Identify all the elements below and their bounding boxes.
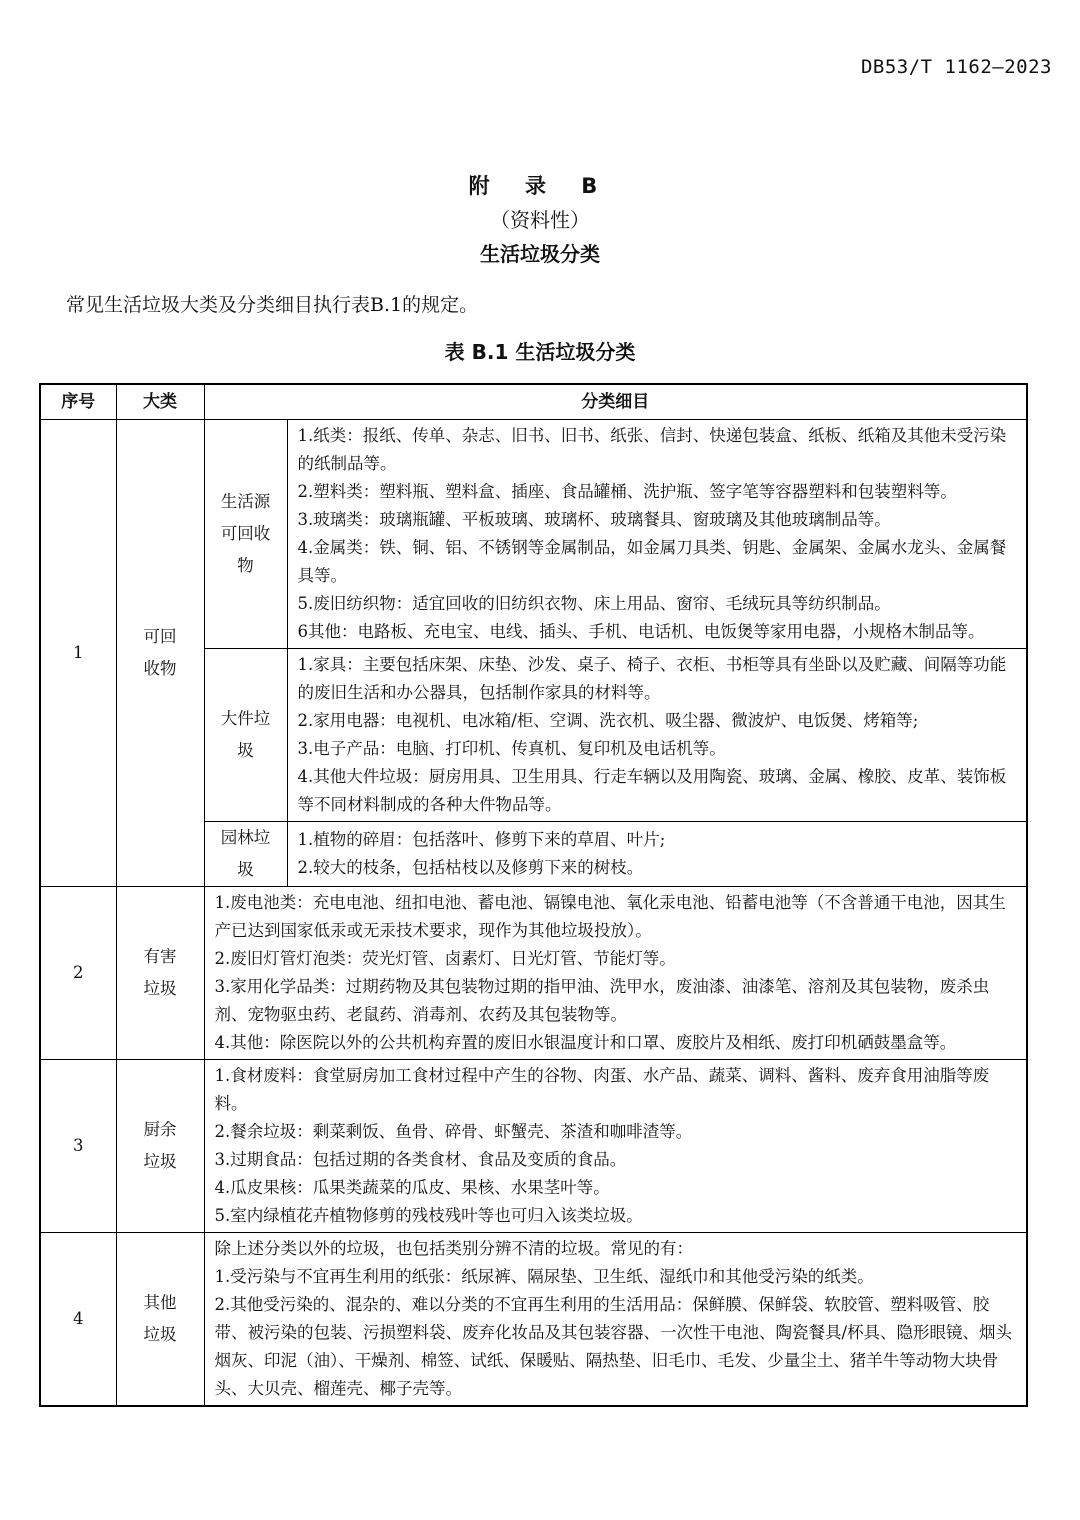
detail-item: 4.其他大件垃圾：厨房用具、卫生用具、行走车辆以及用陶瓷、玻璃、金属、橡胶、皮革、装饰板等不同材料制成的各种大件物品等。 xyxy=(297,767,1007,814)
header-num: 序号 xyxy=(40,384,116,420)
row-category xyxy=(116,1060,204,1233)
detail-cell xyxy=(287,649,1027,822)
category-label: 厨余垃圾 xyxy=(143,1120,177,1171)
category-label: 可回收物 xyxy=(143,627,177,678)
subcategory-label: 园林垃圾 xyxy=(220,828,271,879)
detail-item: 1.家具：主要包括床架、床垫、沙发、桌子、椅子、衣柜、书柜等具有坐卧以及贮藏、间隔等功能的废旧生活和办公器具，包括制作家具的材料等。 xyxy=(297,655,1007,702)
detail-item: 3.家用化学品类：过期药物及其包装物过期的指甲油、洗甲水，废油漆、油漆笔、溶剂及其包装物，废杀虫剂、宠物驱虫药、老鼠药、消毒剂、农药及其包装物等。 xyxy=(214,977,990,1024)
document-code: DB53/T 1162—2023 xyxy=(860,56,1052,78)
header-detail: 分类细目 xyxy=(204,384,1027,420)
detail-cell xyxy=(204,1060,1027,1233)
subcategory-label: 大件垃圾 xyxy=(220,709,271,760)
category-label: 其他垃圾 xyxy=(143,1293,177,1344)
detail-item: 5.室内绿植花卉植物修剪的残枝残叶等也可归入该类垃圾。 xyxy=(214,1206,643,1225)
subcategory xyxy=(204,822,287,887)
detail-item: 1.废电池类：充电电池、纽扣电池、蓄电池、镉镍电池、氧化汞电池、铅蓄电池等（不含普通干电池，因其生产已达到国家低汞或无汞技术要求，现作为其他垃圾投放）。 xyxy=(214,893,1006,940)
row-category xyxy=(116,887,204,1060)
row-num: 1 xyxy=(40,420,116,887)
detail-item: 3.电子产品：电脑、打印机、传真机、复印机及电话机等。 xyxy=(297,739,726,758)
table-row xyxy=(40,1060,1027,1233)
table-row xyxy=(40,420,1027,649)
header-category: 大类 xyxy=(116,384,204,420)
detail-item: 4.金属类：铁、铜、铝、不锈钢等金属制品，如金属刀具类、钥匙、金属架、金属水龙头、金属餐具等。 xyxy=(297,538,1007,585)
appendix-subject: 生活垃圾分类 xyxy=(480,242,600,266)
detail-item: 2.家用电器：电视机、电冰箱/柜、空调、洗衣机、吸尘器、微波炉、电饭煲、烤箱等; xyxy=(297,711,919,730)
row-category xyxy=(116,1233,204,1407)
row-num: 3 xyxy=(40,1060,116,1233)
row-num: 2 xyxy=(40,887,116,1060)
appendix-title: 附 录 B xyxy=(468,174,612,198)
intro-paragraph: 常见生活垃圾大类及分类细目执行表B.1的规定。 xyxy=(66,294,479,316)
row-num: 4 xyxy=(40,1233,116,1407)
detail-item: 2.餐余垃圾：剩菜剩饭、鱼骨、碎骨、虾蟹壳、茶渣和咖啡渣等。 xyxy=(214,1122,693,1141)
detail-item: 1.植物的碎眉：包括落叶、修剪下来的草眉、叶片; xyxy=(297,830,666,849)
detail-item: 2.其他受污染的、混杂的、难以分类的不宜再生利用的生活用品：保鲜膜、保鲜袋、软胶管、塑料吸管、胶带、被污染的包装、污损塑料袋、废弃化妆品及其包装容器、一次性干电池、陶瓷餐具/杯具、隐形眼镜、烟头烟灰、印泥（油）、干燥剂、棉签、试纸、保暖贴、隔热垫、旧毛巾、毛发、少量尘土、猪羊牛等动物大块骨头、大贝壳、榴莲壳、椰子壳等。 xyxy=(214,1295,1013,1398)
detail-item: 4.其他：除医院以外的公共机构弃置的废旧水银温度计和口罩、废胶片及相纸、废打印机硒鼓墨盒等。 xyxy=(214,1033,957,1052)
detail-item: 1.纸类：报纸、传单、杂志、旧书、旧书、纸张、信封、快递包装盒、纸板、纸箱及其他未受污染的纸制品等。 xyxy=(297,426,1007,473)
table-caption: 表 B.1 生活垃圾分类 xyxy=(444,340,636,364)
detail-item: 1.受污染与不宜再生利用的纸张：纸尿裤、隔尿垫、卫生纸、湿纸巾和其他受污染的纸类。 xyxy=(214,1267,874,1286)
detail-cell xyxy=(287,420,1027,649)
table-header-row xyxy=(40,384,1027,420)
detail-item: 3.过期食品：包括过期的各类食材、食品及变质的食品。 xyxy=(214,1150,627,1169)
detail-item: 5.废旧纺织物：适宜回收的旧纺织衣物、床上用品、窗帘、毛绒玩具等纺织制品。 xyxy=(297,594,891,613)
table-row xyxy=(40,1233,1027,1407)
detail-cell xyxy=(204,887,1027,1060)
row-category xyxy=(116,420,204,887)
detail-item: 4.瓜皮果核：瓜果类蔬菜的瓜皮、果核、水果茎叶等。 xyxy=(214,1178,610,1197)
appendix-nature: （资料性） xyxy=(490,208,590,232)
detail-item: 除上述分类以外的垃圾，也包括类别分辨不清的垃圾。常见的有： xyxy=(214,1239,693,1258)
detail-item: 2.废旧灯管灯泡类：荧光灯管、卤素灯、日光灯管、节能灯等。 xyxy=(214,949,676,968)
classification-table xyxy=(39,383,1028,1407)
table-row xyxy=(40,887,1027,1060)
detail-item: 3.玻璃类：玻璃瓶罐、平板玻璃、玻璃杯、玻璃餐具、窗玻璃及其他玻璃制品等。 xyxy=(297,510,891,529)
subcategory xyxy=(204,649,287,822)
detail-cell xyxy=(287,822,1027,887)
category-label: 有害垃圾 xyxy=(143,947,177,998)
detail-item: 1.食材废料：食堂厨房加工食材过程中产生的谷物、肉蛋、水产品、蔬菜、调料、酱料、废弃食用油脂等废料。 xyxy=(214,1066,990,1113)
detail-item: 2.较大的枝条，包括枯枝以及修剪下来的树枝。 xyxy=(297,858,644,877)
detail-item: 2.塑料类：塑料瓶、塑料盒、插座、食品罐桶、洗护瓶、签字笔等容器塑料和包装塑料等。 xyxy=(297,482,957,501)
subcategory xyxy=(204,420,287,649)
detail-cell xyxy=(204,1233,1027,1407)
subcategory-label: 生活源可回收物 xyxy=(220,492,271,575)
detail-item: 6其他：电路板、充电宝、电线、插头、手机、电话机、电饭煲等家用电器，小规格木制品等。 xyxy=(297,622,985,641)
